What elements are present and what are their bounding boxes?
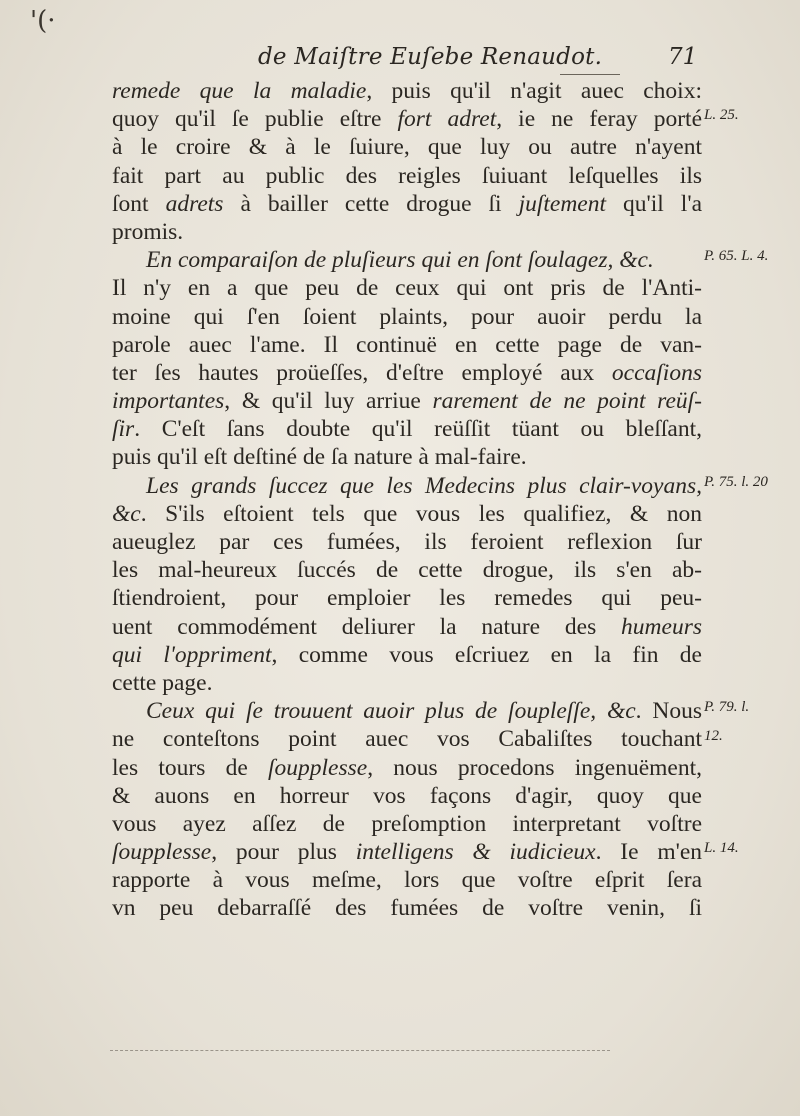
text-segment: à le croire & à le ſuiure, que luy ou autre n'ayent (112, 134, 702, 161)
text-segment: moine qui ſ'en ſoient plaints, pour auoir perdu la (112, 303, 702, 330)
italic-segment: adrets (165, 190, 224, 217)
italic-segment: intelligens & iudicieux (355, 839, 596, 866)
text-line (112, 77, 702, 105)
text-segment: les tours de (112, 754, 268, 781)
text-segment: vn peu debarraſſé des fumées de voſtre venin, ſi (112, 895, 702, 922)
text-line (112, 443, 702, 471)
italic-segment: ſoupplesse (267, 754, 368, 781)
text-line (112, 246, 702, 274)
italic-segment: qui l'oppriment (112, 641, 272, 668)
text-segment: , comme vous eſcriuez en la fin de (271, 641, 702, 668)
italic-segment: ſir (112, 416, 135, 443)
text-line (112, 754, 702, 782)
text-segment: ſtiendroient, pour emploier les remedes qui peu- (112, 585, 702, 612)
text-line (112, 387, 702, 415)
text-segment: promis. (112, 218, 184, 245)
text-segment: , puis qu'il n'agit auec choix: (366, 78, 702, 104)
text-segment: & auons en horreur vos façons d'agir, quoy que (112, 782, 702, 809)
body-text (112, 77, 702, 923)
italic-segment: En comparaiſon de pluſieurs qui en ſont ſoulagez, &c. (146, 247, 654, 274)
italic-segment: Les grands ſuccez que les Medecins plus clair-voyans, (146, 472, 702, 499)
header-rule (560, 74, 620, 75)
italic-segment: ſoupplesse (112, 839, 212, 866)
text-line (112, 331, 702, 359)
text-segment: quoy qu'il ſe publie eſtre (112, 106, 398, 133)
italic-segment: juſtement (518, 190, 607, 217)
text-segment: ſont (112, 190, 166, 217)
text-line (112, 866, 702, 894)
text-line (112, 782, 702, 810)
text-segment: . Nous (635, 698, 702, 725)
text-segment: fait part au public des reigles ſuiuant leſquelles ils (112, 162, 702, 189)
text-line (112, 725, 702, 753)
text-line (112, 697, 702, 725)
text-segment: , nous procedons ingenuëment, (367, 754, 702, 781)
italic-segment: Ceux qui ſe trouuent auoir plus de ſoupleſſe, &c (146, 698, 636, 725)
text-segment: . S'ils eſtoient tels que vous les qualifiez, & non (140, 500, 702, 527)
text-segment: . Ie m'en (595, 839, 703, 866)
text-segment: , ie ne feray porté (496, 106, 703, 133)
text-line (112, 274, 702, 302)
text-line (112, 810, 702, 838)
text-line (112, 133, 702, 161)
page-number: 71 (668, 44, 698, 70)
text-segment: Il n'y en a que peu de ceux qui ont pris de l'Anti- (112, 275, 702, 302)
italic-segment: &c (112, 500, 141, 527)
text-line (112, 472, 702, 500)
text-segment: , & qu'il luy arriue (224, 388, 433, 415)
text-line (112, 359, 702, 387)
text-segment: ter ſes hautes proüeſſes, d'eſtre employé aux (112, 359, 612, 386)
italic-segment: fort adret (397, 106, 497, 133)
italic-segment: occaſions (611, 359, 702, 386)
text-line (112, 584, 702, 612)
text-line (112, 303, 702, 331)
text-line (112, 500, 702, 528)
margin-note: P. 65. L. 4. (704, 248, 769, 265)
text-line (112, 669, 702, 697)
bottom-rule (110, 1050, 610, 1051)
italic-segment: rarement de ne point reüſ- (432, 388, 702, 415)
text-line (112, 218, 702, 246)
text-segment: les mal-heureux ſuccés de cette drogue, ils s'en ab- (112, 557, 702, 584)
text-segment: qu'il l'a (606, 190, 702, 217)
text-line (112, 162, 702, 190)
text-segment: à bailler cette drogue ſi (223, 190, 519, 217)
text-line (112, 613, 702, 641)
page-header (0, 44, 800, 76)
text-segment: puis qu'il eſt deſtiné de ſa nature à mal-faire. (112, 444, 527, 471)
text-line (112, 415, 702, 443)
text-segment: aueuglez par ces fumées, ils feroient reflexion ſur (112, 529, 702, 555)
text-segment: , pour plus (211, 839, 356, 866)
margin-note: P. 79. l. (704, 699, 750, 716)
text-segment: . C'eſt ſans doubte qu'il reüſſit tüant ou bleſſant, (134, 416, 702, 443)
text-segment: cette page. (112, 669, 213, 696)
text-line (112, 838, 702, 866)
text-segment: uent commodément deliurer la nature des (112, 613, 622, 640)
margin-note: L. 25. (704, 107, 739, 124)
margin-note: 12. (704, 727, 723, 744)
italic-segment: humeurs (621, 613, 702, 640)
italic-segment: remede que la maladie (112, 78, 367, 104)
running-title: de Maiſtre Euſebe Renaudot. (258, 44, 603, 70)
text-segment: vous ayez aſſez de preſomption interpretant voſtre (112, 810, 702, 837)
italic-segment: importantes (112, 388, 225, 415)
text-line (112, 556, 702, 584)
text-line (112, 105, 702, 133)
text-line (112, 894, 702, 922)
margin-note: L. 14. (704, 840, 739, 857)
corner-mark: '(· (30, 6, 56, 36)
margin-note: P. 75. l. 20 (704, 473, 768, 490)
text-segment: ne conteſtons point auec vos Cabaliſtes touchant (112, 726, 702, 753)
text-segment: parole auec l'ame. Il continuë en cette page de van- (112, 331, 702, 358)
text-line (112, 641, 702, 669)
text-segment: rapporte à vous meſme, lors que voſtre eſprit ſera (112, 867, 702, 894)
text-line (112, 528, 702, 556)
text-line (112, 190, 702, 218)
